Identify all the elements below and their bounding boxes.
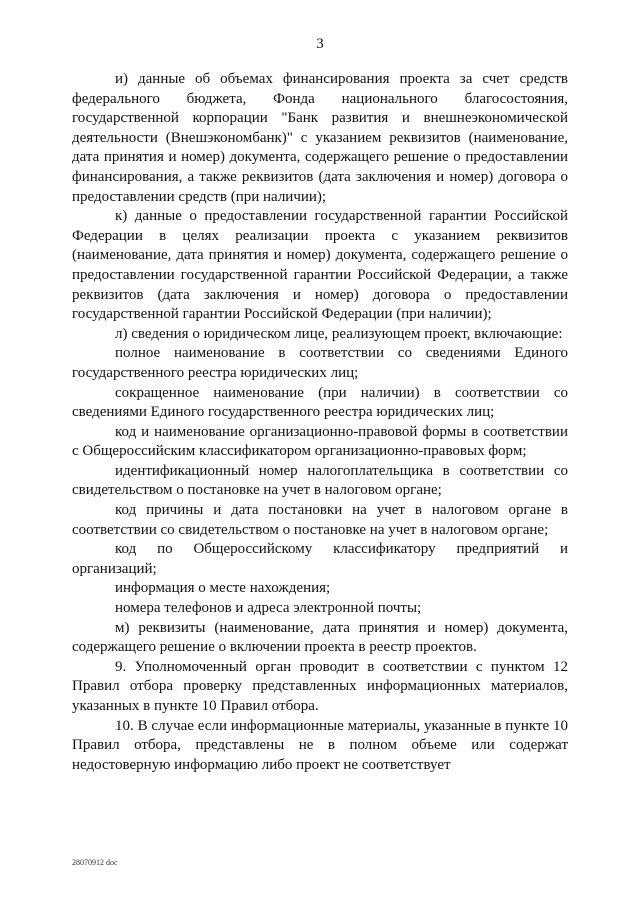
- paragraph-k: к) данные о предоставлении государственной гарантии Российской Федерации в целях реализации проекта с указанием реквизитов (наименование, дата принятия и номер) документа, содержащего решение о предоставлении государственной гарантии Российской Федерации, а также реквизитов (дата заключения и номер) договора о предоставлении государственной гарантии Российской Федерации (при наличии);: [72, 208, 568, 323]
- paragraph-okpo: код по Общероссийскому классификатору предприятий и организаций;: [72, 541, 568, 577]
- footer-file-code: 28070912 doc: [72, 858, 118, 867]
- paragraph-l: л) сведения о юридическом лице, реализующем проект, включающие:: [115, 325, 563, 342]
- paragraph-legal-form: код и наименование организационно-правовой формы в соответствии с Общероссийским классификатором организационно-правовых форм;: [72, 423, 568, 460]
- paragraph-9: 9. Уполномоченный орган проводит в соответствии с пунктом 12 Правил отбора проверку представленных информационных материалов, указанных в пункте 10 Правил отбора.: [72, 658, 568, 714]
- document-body: [72, 70, 568, 775]
- paragraph-inn: идентификационный номер налогоплательщика в соответствии со свидетельством о постановке на учет в налоговом органе;: [72, 462, 568, 499]
- paragraph-location: информация о месте нахождения;: [115, 580, 331, 597]
- paragraph-i: и) данные об объемах финансирования проекта за счет средств федерального бюджета, Фонда национального благосостояния, государственной корпорации "Банк развития и внешнеэкономической деятельности (Внешэкономбанк)" с указанием реквизитов (наименование, дата принятия и номер) документа, содержащего решение о предоставлении финансирования, а также реквизитов (дата заключения и номер) договора о предоставлении средств (при наличии);: [72, 71, 568, 205]
- paragraph-contacts: номера телефонов и адреса электронной почты;: [115, 600, 422, 617]
- paragraph-full-name: полное наименование в соответствии со сведениями Единого государственного реестра юридических лиц;: [72, 345, 568, 381]
- page-number: 3: [316, 36, 324, 52]
- paragraph-short-name: сокращенное наименование (при наличии) в соответствии со сведениями Единого государственного реестра юридических лиц;: [72, 384, 568, 421]
- paragraph-kpp: код причины и дата постановки на учет в налоговом органе в соответствии со свидетельством о постановке на учет в налоговом органе;: [72, 502, 568, 538]
- paragraph-10: 10. В случае если информационные материалы, указанные в пункте 10 Правил отбора, представлены не в полном объеме или содержат недостоверную информацию либо проект не соответствует: [72, 717, 568, 773]
- paragraph-m: м) реквизиты (наименование, дата принятия и номер) документа, содержащего решение о включении проекта в реестр проектов.: [72, 619, 568, 656]
